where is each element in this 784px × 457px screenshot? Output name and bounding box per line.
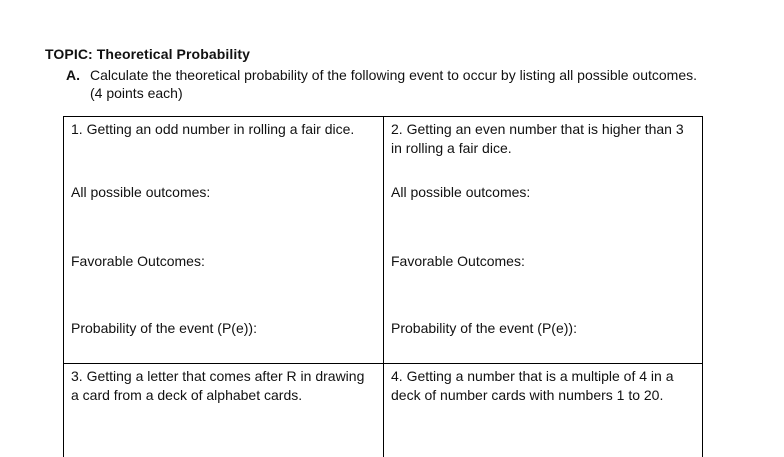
- question-3: 3. Getting a letter that comes after R in drawing a card from a deck of alphabet cards.: [71, 368, 365, 403]
- favorable-label-2: Favorable Outcomes:: [391, 253, 525, 269]
- question-2: 2. Getting an even number that is higher than 3 in rolling a fair dice.: [391, 121, 684, 156]
- favorable-label-1: Favorable Outcomes:: [71, 253, 205, 269]
- outcomes-label-2: All possible outcomes:: [391, 184, 531, 200]
- table-divider-horizontal: [64, 363, 702, 364]
- question-4: 4. Getting a number that is a multiple of 4 in a deck of number cards with numbers 1 to 20.: [391, 368, 674, 403]
- probability-label-2: Probability of the event (P(e)):: [391, 320, 577, 336]
- outcomes-label-1: All possible outcomes:: [71, 184, 211, 200]
- instruction-letter: A.: [66, 67, 80, 83]
- instruction: [66, 66, 706, 102]
- table-divider-vertical: [383, 117, 384, 457]
- topic-heading: TOPIC: Theoretical Probability: [45, 46, 251, 62]
- question-1: 1. Getting an odd number in rolling a fair dice.: [71, 121, 355, 137]
- problem-table: [63, 116, 703, 457]
- instruction-text: Calculate the theoretical probability of the following event to occur by listing all possible outcomes. (4 points each): [90, 67, 697, 101]
- probability-label-1: Probability of the event (P(e)):: [71, 320, 257, 336]
